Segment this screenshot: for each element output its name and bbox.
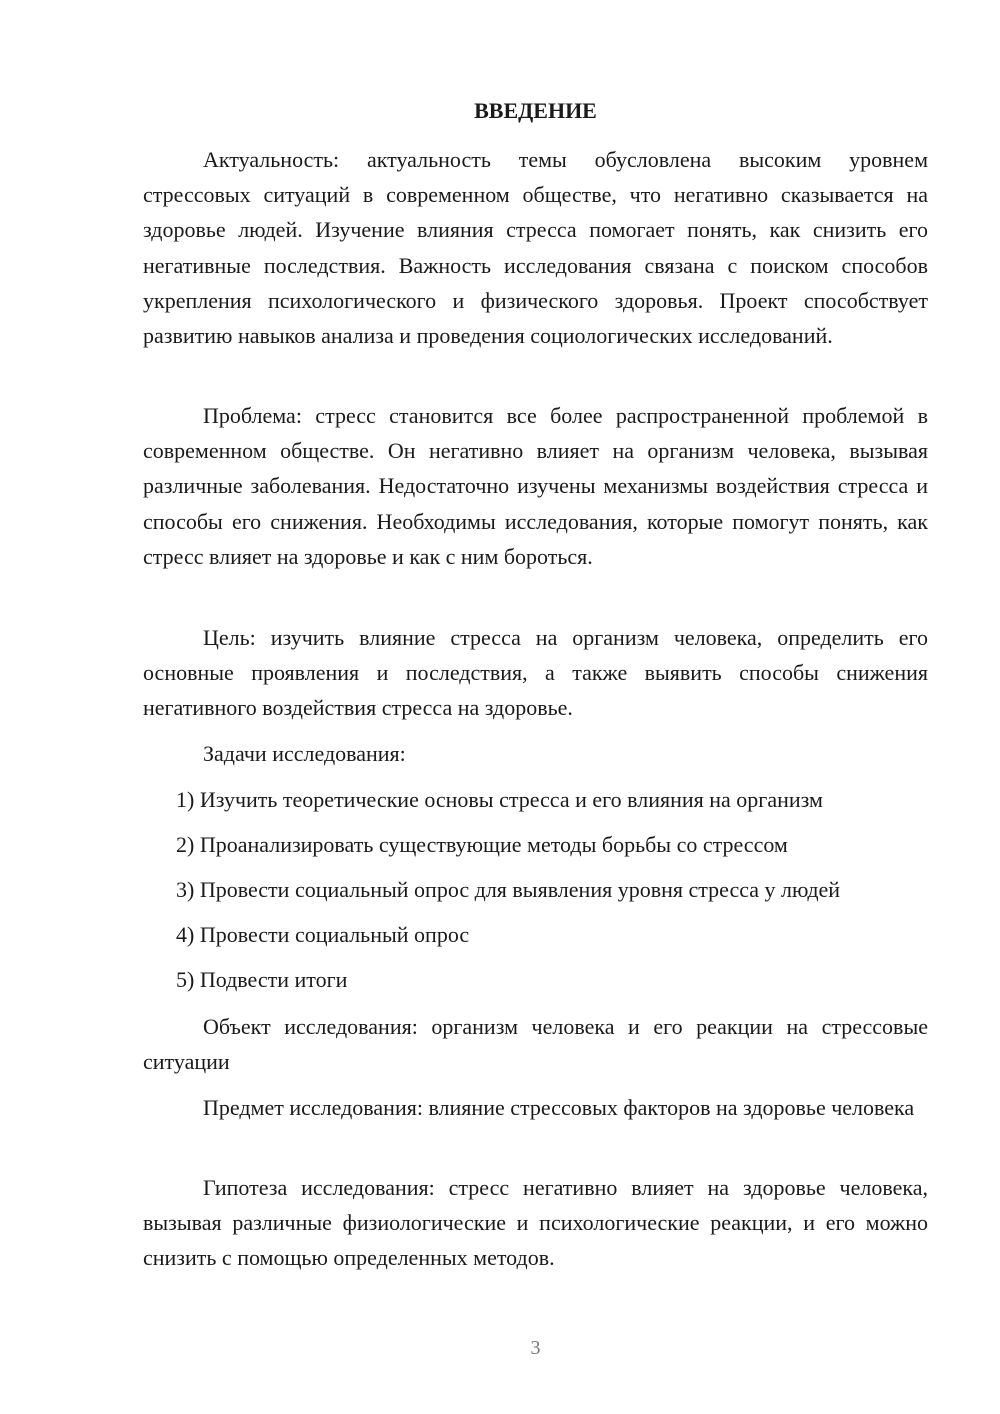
tasks-heading: Задачи исследования:: [203, 741, 406, 766]
task-item: 3) Провести социальный опрос для выявления уровня стресса у людей: [176, 877, 841, 902]
task-item: 5) Подвести итоги: [176, 967, 348, 992]
page-number: 3: [530, 1337, 541, 1359]
document-page: [143, 0, 928, 1414]
relevance-paragraph: Актуальность: актуальность темы обусловлена высоким уровнем стрессовых ситуаций в современном обществе, что негативно сказывается на здоровье людей. Изучение влияния стресса помогает понять, как снизить его негативные последствия. Важность исследования связана с поиском способов укрепления психологического и физического здоровья. Проект способствует развитию навыков анализа и проведения социологических исследований.: [143, 147, 928, 349]
subject-paragraph: Предмет исследования: влияние стрессовых факторов на здоровье человека: [203, 1095, 915, 1120]
goal-paragraph: Цель: изучить влияние стресса на организм человека, определить его основные проявления и последствия, а также выявить способы снижения негативного воздействия стресса на здоровье.: [143, 625, 928, 721]
page-title: ВВЕДЕНИЕ: [474, 98, 597, 123]
object-paragraph: Объект исследования: организм человека и его реакции на стрессовые ситуации: [143, 1014, 928, 1075]
task-item: 1) Изучить теоретические основы стресса и его влияния на организм: [176, 787, 823, 812]
task-item: 4) Провести социальный опрос: [176, 922, 470, 947]
task-item: 2) Проанализировать существующие методы борьбы со стрессом: [176, 832, 788, 857]
problem-paragraph: Проблема: стресс становится все более распространенной проблемой в современном обществе. Он негативно влияет на организм человека, вызывая различные заболевания. Недостаточно изучены механизмы воздействия стресса и способы его снижения. Необходимы исследования, которые помогут понять, как стресс влияет на здоровье и как с ним бороться.: [143, 403, 928, 569]
hypothesis-paragraph: Гипотеза исследования: стресс негативно влияет на здоровье человека, вызывая различные физиологические и психологические реакции, и его можно снизить с помощью определенных методов.: [143, 1175, 928, 1271]
